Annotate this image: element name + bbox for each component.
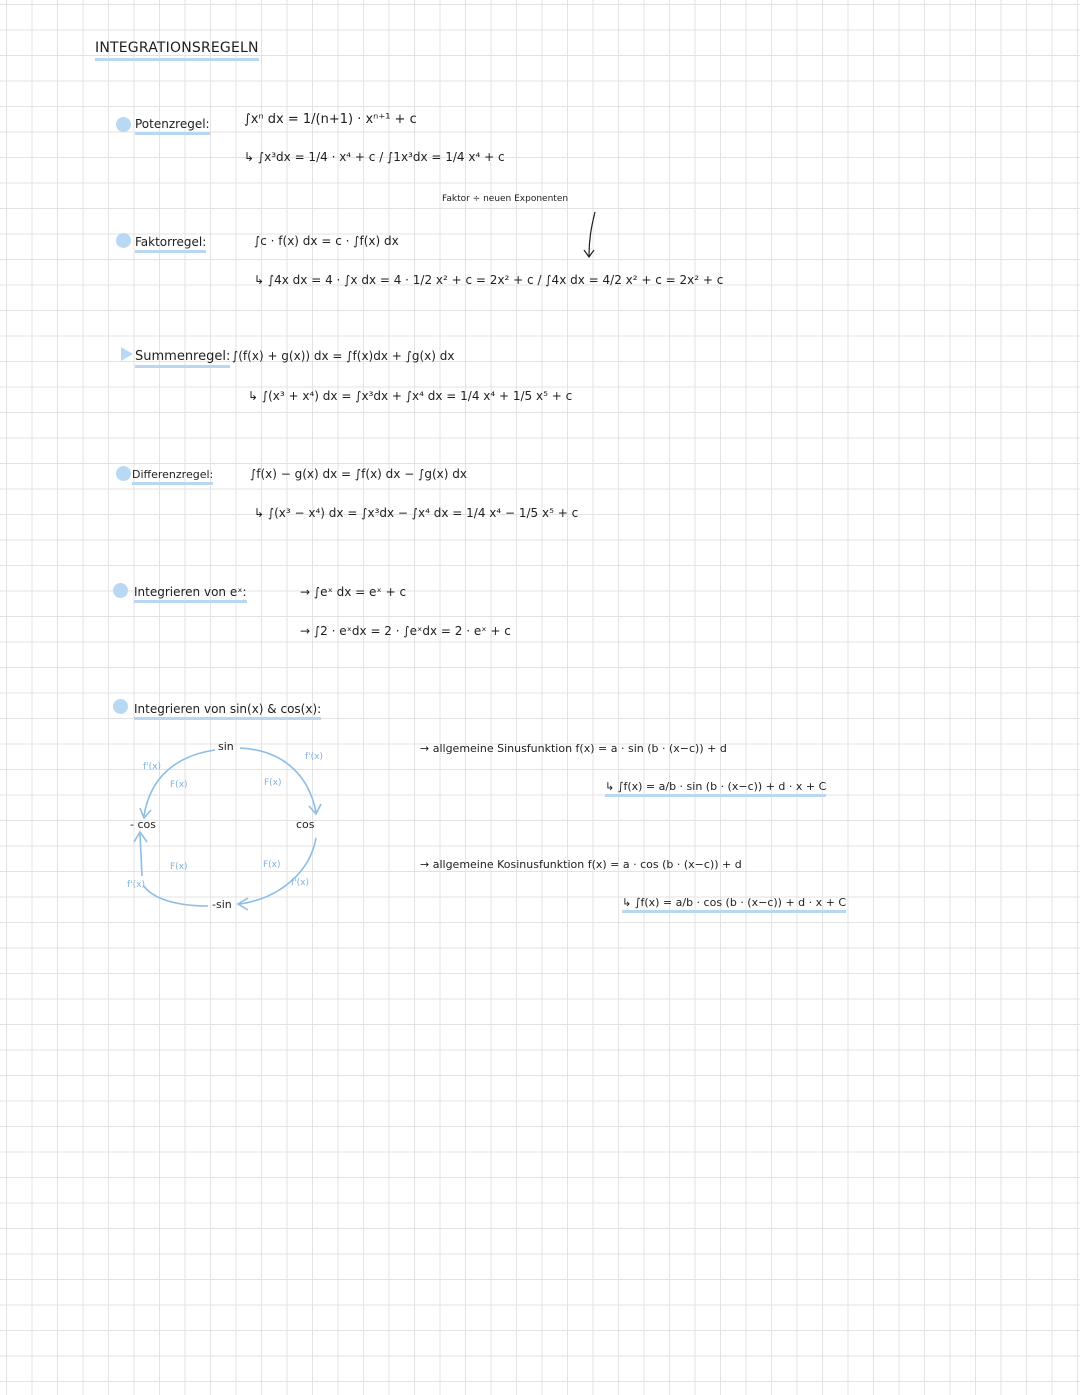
page-title: INTEGRATIONSREGELN (95, 40, 259, 61)
diagram-neg-sin: -sin (212, 898, 232, 911)
exp-label: Integrieren von eˣ: (134, 585, 247, 603)
diagram-F-bottom-right: F(x) (263, 860, 281, 870)
summenregel-example: ↳ ∫(x³ + x⁴) dx = ∫x³dx + ∫x⁴ dx = 1/4 x⁴ + 1/5 x⁵ + c (248, 389, 573, 403)
differenzregel-label: Differenzregel: (132, 468, 213, 485)
diagram-F-top-right: F(x) (264, 778, 282, 788)
faktorregel-example: ↳ ∫4x dx = 4 · ∫x dx = 4 · 1/2 x² + c = 2x² + c / ∫4x dx = 4/2 x² + c = 2x² + c (254, 273, 724, 287)
sin-integral-formula: ↳ ∫f(x) = a/b · sin (b · (x−c)) + d · x + C (605, 780, 826, 797)
exp-line-2: → ∫2 · eˣdx = 2 · ∫eˣdx = 2 · eˣ + c (300, 624, 511, 638)
potenzregel-example: ↳ ∫x³dx = 1/4 · x⁴ + c / ∫1x³dx = 1/4 x⁴ + c (244, 150, 505, 164)
diagram-fprime-bottom-right: f'(x) (291, 878, 309, 888)
diagram-F-bottom-left: F(x) (170, 862, 188, 872)
potenzregel-note: Faktor ÷ neuen Exponenten (442, 194, 569, 204)
bullet-icon (116, 466, 131, 481)
potenzregel-formula: ∫xⁿ dx = 1/(n+1) · xⁿ⁺¹ + c (244, 112, 417, 127)
summenregel-label: Summenregel: (135, 349, 230, 368)
exp-line-1: → ∫eˣ dx = eˣ + c (300, 585, 407, 599)
faktorregel-label: Faktorregel: (135, 235, 206, 253)
diagram-F-top-left: F(x) (170, 780, 188, 790)
marker-icon (121, 347, 133, 361)
bullet-icon (116, 117, 131, 132)
potenzregel-label: Potenzregel: (135, 117, 210, 135)
diagram-fprime-top-left: f'(x) (143, 762, 161, 772)
cos-integral-formula: ↳ ∫f(x) = a/b · cos (b · (x−c)) + d · x + C (622, 896, 846, 913)
diagram-fprime-bottom-left: f'(x) (127, 880, 145, 890)
summenregel-formula: ∫(f(x) + g(x)) dx = ∫f(x)dx + ∫g(x) dx (232, 349, 455, 363)
differenzregel-example: ↳ ∫(x³ − x⁴) dx = ∫x³dx − ∫x⁴ dx = 1/4 x⁴ − 1/5 x⁵ + c (254, 506, 579, 520)
cos-general-formula: → allgemeine Kosinusfunktion f(x) = a · cos (b · (x−c)) + d (420, 858, 742, 871)
sin-general-formula: → allgemeine Sinusfunktion f(x) = a · sin (b · (x−c)) + d (420, 742, 727, 755)
trig-label: Integrieren von sin(x) & cos(x): (134, 702, 321, 720)
bullet-icon (113, 699, 128, 714)
diagram-cos: cos (296, 818, 315, 831)
diagram-neg-cos: - cos (130, 818, 156, 831)
faktorregel-formula: ∫c · f(x) dx = c · ∫f(x) dx (254, 234, 399, 248)
diagram-fprime-top-right: f'(x) (305, 752, 323, 762)
differenzregel-formula: ∫f(x) − g(x) dx = ∫f(x) dx − ∫g(x) dx (250, 467, 467, 481)
arrow-down-icon (575, 210, 605, 260)
diagram-sin: sin (218, 740, 234, 753)
bullet-icon (113, 583, 128, 598)
bullet-icon (116, 233, 131, 248)
